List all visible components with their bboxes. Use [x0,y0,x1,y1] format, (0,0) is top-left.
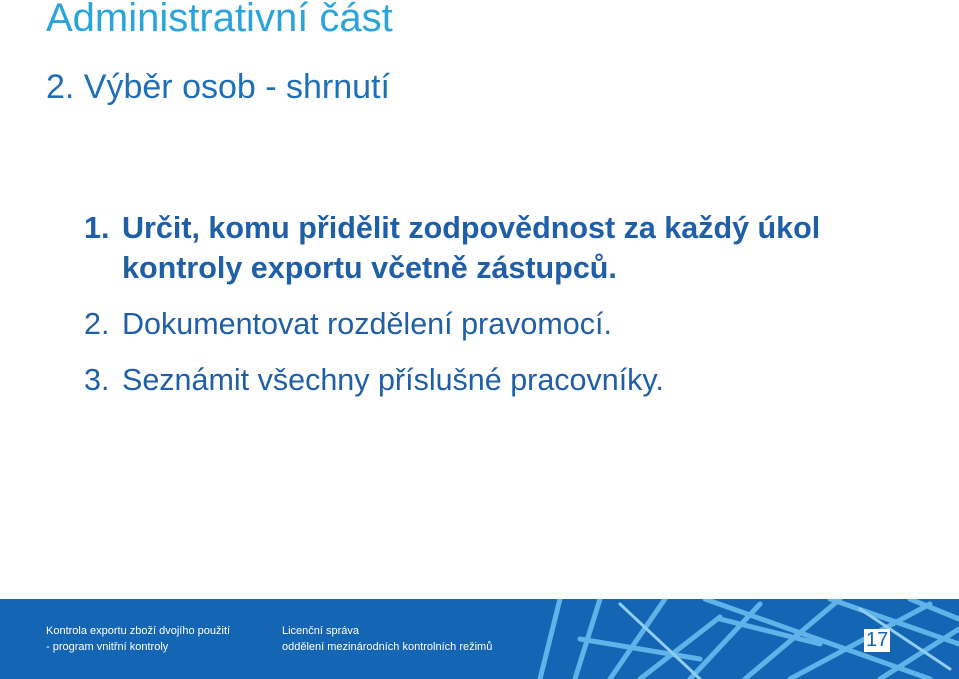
footer-left-line2: - program vnitřní kontroly [46,641,169,653]
page-title: Administrativní část [46,0,393,40]
footer-office-text [282,623,492,655]
list-item [84,208,944,288]
footer-program-text [46,623,230,655]
list-item-text: Seznámit všechny příslušné pracovníky. [122,363,664,397]
list-item [84,304,944,344]
page-number: 17 [866,629,889,651]
list-item [84,360,944,400]
footer-middle-line1: Licenční správa [282,625,360,637]
list-item-number: 2. [84,307,110,341]
footer-bar [0,599,959,679]
list-item-number: 1. [84,211,110,245]
page-subtitle: 2. Výběr osob - shrnutí [46,68,390,106]
list-item-text: Určit, komu přidělit zodpovědnost za každý úkol kontroly exportu včetně zástupců. [122,211,821,285]
footer-left-line1: Kontrola exportu zboží dvojího použití [46,625,231,637]
task-list [84,208,944,416]
list-item-text: Dokumentovat rozdělení pravomocí. [122,307,612,341]
list-item-number: 3. [84,363,110,397]
footer-middle-line2: oddělení mezinárodních kontrolních režimů [282,641,493,653]
